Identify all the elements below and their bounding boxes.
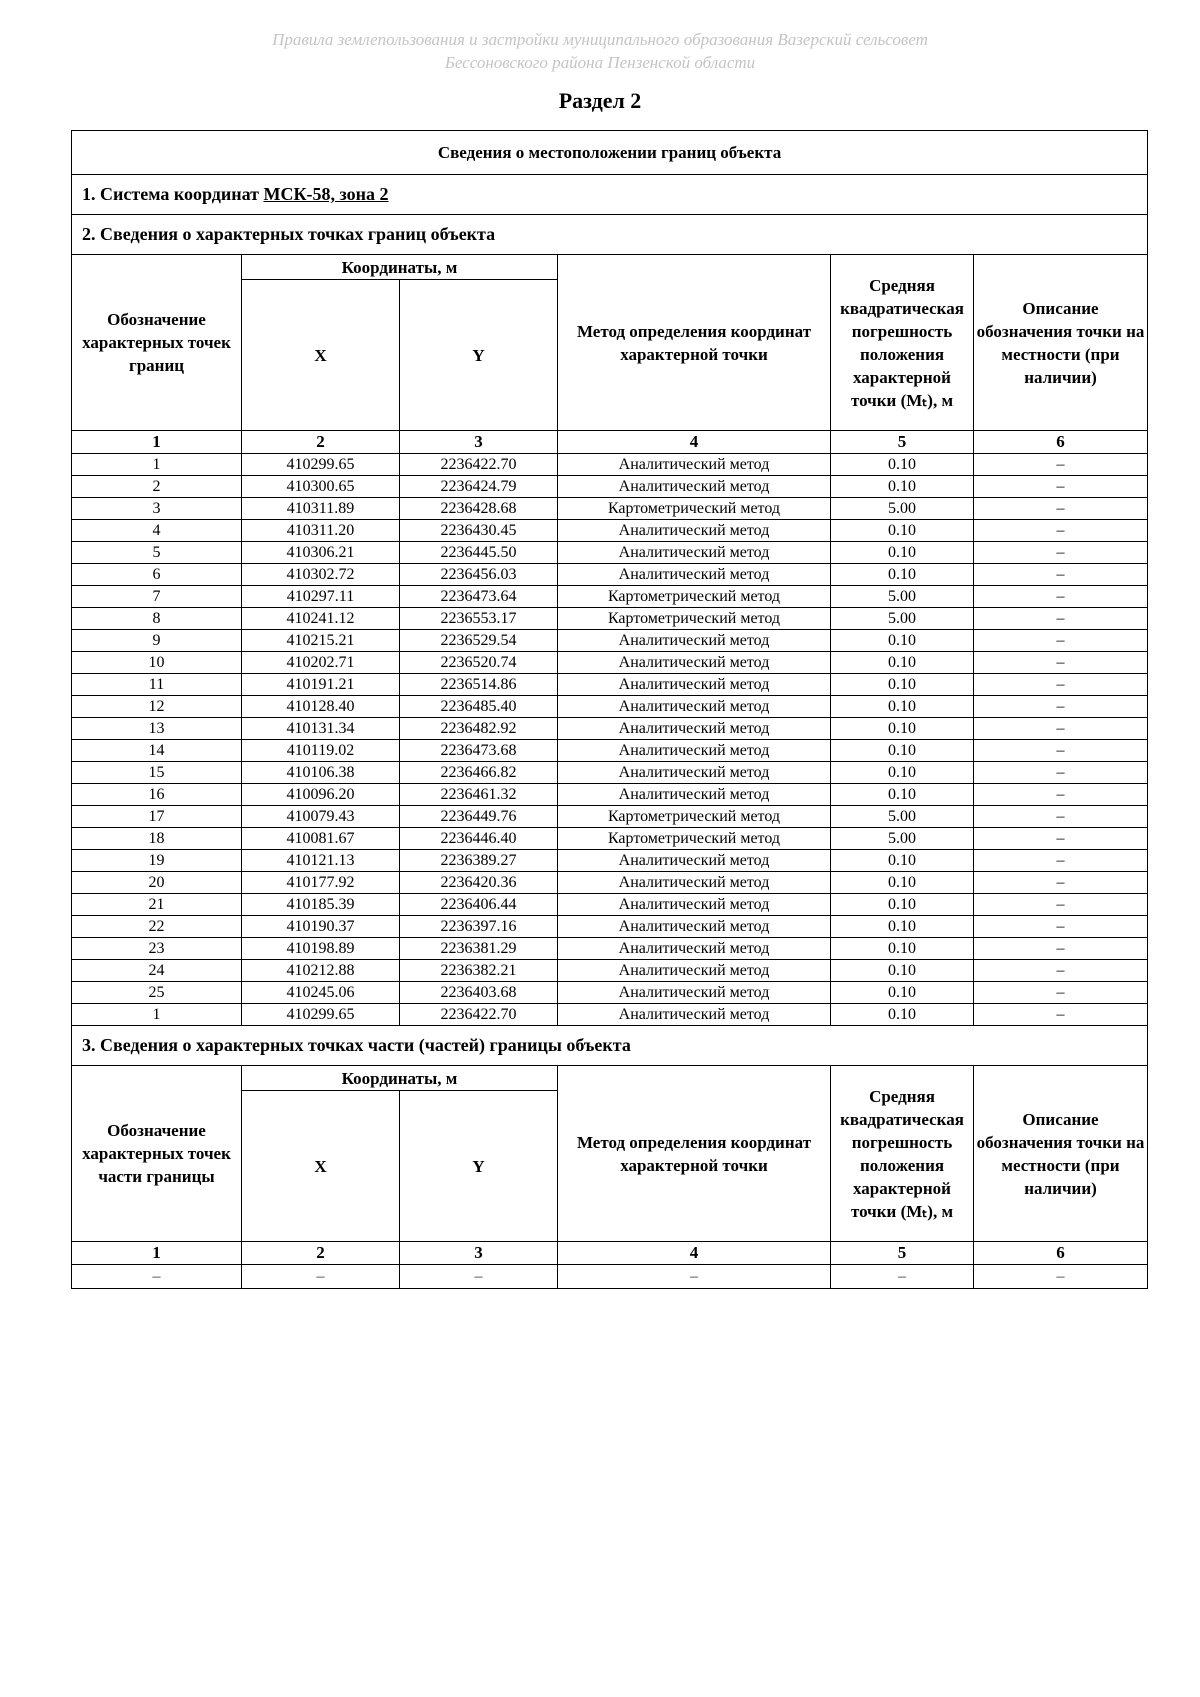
point-description: – xyxy=(974,520,1148,542)
point-method: Картометрический метод xyxy=(558,806,831,828)
point-method: Аналитический метод xyxy=(558,938,831,960)
page-header-line2: Бессоновского района Пензенской области xyxy=(444,53,756,72)
table-row xyxy=(72,806,1148,828)
table-row xyxy=(72,916,1148,938)
point-error: 0.10 xyxy=(831,872,974,894)
point-y: 2236520.74 xyxy=(400,652,558,674)
point-x: 410302.72 xyxy=(242,564,400,586)
point-y: 2236529.54 xyxy=(400,630,558,652)
point-x: 410121.13 xyxy=(242,850,400,872)
point-id: 5 xyxy=(72,542,242,564)
parts-section-title: 3. Сведения о характерных точках части (частей) границы объекта xyxy=(72,1026,1148,1066)
point-x: 410096.20 xyxy=(242,784,400,806)
point-description: – xyxy=(974,938,1148,960)
point-error: 0.10 xyxy=(831,674,974,696)
point-y: 2236445.50 xyxy=(400,542,558,564)
point-x: 410128.40 xyxy=(242,696,400,718)
point-error: 0.10 xyxy=(831,696,974,718)
point-method: Аналитический метод xyxy=(558,894,831,916)
point-method: Аналитический метод xyxy=(558,564,831,586)
table-row xyxy=(72,740,1148,762)
point-x: 410131.34 xyxy=(242,718,400,740)
column-number: 6 xyxy=(974,1242,1148,1265)
point-method: Аналитический метод xyxy=(558,718,831,740)
column-number: 1 xyxy=(72,431,242,454)
point-id: 12 xyxy=(72,696,242,718)
point-y: 2236449.76 xyxy=(400,806,558,828)
point-method: Аналитический метод xyxy=(558,872,831,894)
point-y: 2236424.79 xyxy=(400,476,558,498)
point-method: Аналитический метод xyxy=(558,1004,831,1026)
point-y: 2236403.68 xyxy=(400,982,558,1004)
point-description: – xyxy=(974,586,1148,608)
point-y: 2236466.82 xyxy=(400,762,558,784)
point-error: 0.10 xyxy=(831,652,974,674)
parts-header-error: Средняя квадратическая погрешность положения характерной точки (Mₜ), м xyxy=(831,1066,974,1242)
point-method: Аналитический метод xyxy=(558,850,831,872)
table-row xyxy=(72,696,1148,718)
point-description: – xyxy=(974,564,1148,586)
coord-system-cell xyxy=(72,175,1148,215)
parts-header-y: Y xyxy=(400,1091,558,1242)
point-id: 21 xyxy=(72,894,242,916)
table-row xyxy=(72,960,1148,982)
point-y: 2236406.44 xyxy=(400,894,558,916)
point-y: 2236514.86 xyxy=(400,674,558,696)
table-row xyxy=(72,542,1148,564)
point-x: 410106.38 xyxy=(242,762,400,784)
point-description: – xyxy=(974,762,1148,784)
header-x: X xyxy=(242,280,400,431)
point-method: Аналитический метод xyxy=(558,652,831,674)
table-row xyxy=(72,586,1148,608)
point-id: 17 xyxy=(72,806,242,828)
coord-system-value: МСК-58, зона 2 xyxy=(263,184,389,204)
table-row xyxy=(72,718,1148,740)
column-number: 2 xyxy=(242,431,400,454)
point-description: – xyxy=(974,784,1148,806)
point-x: 410198.89 xyxy=(242,938,400,960)
point-x: 410215.21 xyxy=(242,630,400,652)
column-number: 4 xyxy=(558,1242,831,1265)
point-description: – xyxy=(974,894,1148,916)
point-y: 2236381.29 xyxy=(400,938,558,960)
point-x: 410299.65 xyxy=(242,1004,400,1026)
point-y: 2236422.70 xyxy=(400,454,558,476)
point-x: 410081.67 xyxy=(242,828,400,850)
point-error: 0.10 xyxy=(831,740,974,762)
parts-header-description: Описание обозначения точки на местности (при наличии) xyxy=(974,1066,1148,1242)
point-error: 5.00 xyxy=(831,828,974,850)
point-id: 15 xyxy=(72,762,242,784)
point-method: Аналитический метод xyxy=(558,762,831,784)
point-y: 2236422.70 xyxy=(400,1004,558,1026)
table-title: Сведения о местоположении границ объекта xyxy=(72,131,1148,175)
column-number: 4 xyxy=(558,431,831,454)
point-id: 4 xyxy=(72,520,242,542)
table-row xyxy=(72,828,1148,850)
point-error: 0.10 xyxy=(831,630,974,652)
point-description: – xyxy=(974,696,1148,718)
point-description: – xyxy=(974,806,1148,828)
point-x: 410191.21 xyxy=(242,674,400,696)
point-id: 13 xyxy=(72,718,242,740)
point-y: 2236420.36 xyxy=(400,872,558,894)
empty-cell: – xyxy=(831,1265,974,1289)
point-id: 7 xyxy=(72,586,242,608)
point-method: Аналитический метод xyxy=(558,454,831,476)
column-number-row xyxy=(72,431,1148,454)
point-error: 0.10 xyxy=(831,476,974,498)
point-method: Картометрический метод xyxy=(558,608,831,630)
point-error: 5.00 xyxy=(831,586,974,608)
empty-cell: – xyxy=(400,1265,558,1289)
empty-cell: – xyxy=(72,1265,242,1289)
point-x: 410177.92 xyxy=(242,872,400,894)
point-y: 2236485.40 xyxy=(400,696,558,718)
point-description: – xyxy=(974,982,1148,1004)
points-section-title: 2. Сведения о характерных точках границ объекта xyxy=(72,215,1148,255)
point-method: Аналитический метод xyxy=(558,476,831,498)
point-y: 2236473.64 xyxy=(400,586,558,608)
point-method: Аналитический метод xyxy=(558,784,831,806)
column-number: 5 xyxy=(831,431,974,454)
coord-system-label: 1. Система координат xyxy=(82,184,259,204)
coord-system-row xyxy=(72,175,1148,215)
point-y: 2236482.92 xyxy=(400,718,558,740)
point-description: – xyxy=(974,674,1148,696)
point-error: 0.10 xyxy=(831,762,974,784)
table-row xyxy=(72,454,1148,476)
point-error: 5.00 xyxy=(831,608,974,630)
point-y: 2236430.45 xyxy=(400,520,558,542)
parts-header-designation: Обозначение характерных точек части границы xyxy=(72,1066,242,1242)
point-description: – xyxy=(974,828,1148,850)
column-number: 5 xyxy=(831,1242,974,1265)
page-header-line1: Правила землепользования и застройки муниципального образования Вазерский сельсовет xyxy=(272,30,928,49)
point-error: 0.10 xyxy=(831,1004,974,1026)
table-row xyxy=(72,498,1148,520)
point-description: – xyxy=(974,872,1148,894)
header-method: Метод определения координат характерной точки xyxy=(558,255,831,431)
point-description: – xyxy=(974,718,1148,740)
point-description: – xyxy=(974,542,1148,564)
points-header-row xyxy=(72,255,1148,280)
parts-section-row xyxy=(72,1026,1148,1066)
point-error: 0.10 xyxy=(831,850,974,872)
point-y: 2236382.21 xyxy=(400,960,558,982)
point-x: 410119.02 xyxy=(242,740,400,762)
points-body xyxy=(72,454,1148,1026)
column-number: 2 xyxy=(242,1242,400,1265)
point-description: – xyxy=(974,850,1148,872)
empty-cell: – xyxy=(558,1265,831,1289)
point-id: 16 xyxy=(72,784,242,806)
page-header xyxy=(0,28,1200,74)
point-error: 0.10 xyxy=(831,894,974,916)
column-number: 6 xyxy=(974,431,1148,454)
table-title-row xyxy=(72,131,1148,175)
point-y: 2236446.40 xyxy=(400,828,558,850)
empty-cell: – xyxy=(242,1265,400,1289)
point-id: 20 xyxy=(72,872,242,894)
point-x: 410245.06 xyxy=(242,982,400,1004)
point-id: 23 xyxy=(72,938,242,960)
table-row xyxy=(72,784,1148,806)
point-method: Аналитический метод xyxy=(558,982,831,1004)
point-id: 9 xyxy=(72,630,242,652)
point-description: – xyxy=(974,960,1148,982)
point-error: 5.00 xyxy=(831,806,974,828)
point-error: 0.10 xyxy=(831,960,974,982)
parts-empty-row xyxy=(72,1265,1148,1289)
section-title: Раздел 2 xyxy=(558,88,642,113)
point-method: Аналитический метод xyxy=(558,916,831,938)
table-row xyxy=(72,674,1148,696)
point-y: 2236397.16 xyxy=(400,916,558,938)
point-x: 410311.89 xyxy=(242,498,400,520)
header-error: Средняя квадратическая погрешность положения характерной точки (Mₜ), м xyxy=(831,255,974,431)
point-y: 2236456.03 xyxy=(400,564,558,586)
column-number: 1 xyxy=(72,1242,242,1265)
point-method: Аналитический метод xyxy=(558,960,831,982)
parts-header-row xyxy=(72,1066,1148,1091)
point-method: Аналитический метод xyxy=(558,520,831,542)
table-row xyxy=(72,872,1148,894)
point-id: 18 xyxy=(72,828,242,850)
point-method: Картометрический метод xyxy=(558,586,831,608)
point-id: 8 xyxy=(72,608,242,630)
point-error: 0.10 xyxy=(831,784,974,806)
point-id: 19 xyxy=(72,850,242,872)
point-method: Аналитический метод xyxy=(558,740,831,762)
table-row xyxy=(72,608,1148,630)
header-y: Y xyxy=(400,280,558,431)
point-id: 3 xyxy=(72,498,242,520)
point-error: 0.10 xyxy=(831,454,974,476)
point-id: 22 xyxy=(72,916,242,938)
point-x: 410300.65 xyxy=(242,476,400,498)
parts-column-number-row xyxy=(72,1242,1148,1265)
point-x: 410311.20 xyxy=(242,520,400,542)
point-description: – xyxy=(974,630,1148,652)
header-coords: Координаты, м xyxy=(242,255,558,280)
point-id: 11 xyxy=(72,674,242,696)
point-error: 0.10 xyxy=(831,938,974,960)
point-method: Картометрический метод xyxy=(558,828,831,850)
empty-cell: – xyxy=(974,1265,1148,1289)
point-description: – xyxy=(974,740,1148,762)
point-id: 2 xyxy=(72,476,242,498)
table-row xyxy=(72,630,1148,652)
column-number: 3 xyxy=(400,1242,558,1265)
point-method: Аналитический метод xyxy=(558,542,831,564)
point-x: 410306.21 xyxy=(242,542,400,564)
table-row xyxy=(72,894,1148,916)
point-id: 10 xyxy=(72,652,242,674)
point-x: 410212.88 xyxy=(242,960,400,982)
table-row xyxy=(72,564,1148,586)
column-number: 3 xyxy=(400,431,558,454)
parts-header-method: Метод определения координат характерной точки xyxy=(558,1066,831,1242)
point-y: 2236461.32 xyxy=(400,784,558,806)
header-designation: Обозначение характерных точек границ xyxy=(72,255,242,431)
table-row xyxy=(72,982,1148,1004)
point-method: Аналитический метод xyxy=(558,674,831,696)
table-row xyxy=(72,850,1148,872)
parts-header-x: X xyxy=(242,1091,400,1242)
point-y: 2236473.68 xyxy=(400,740,558,762)
point-error: 5.00 xyxy=(831,498,974,520)
point-y: 2236553.17 xyxy=(400,608,558,630)
points-section-row xyxy=(72,215,1148,255)
point-error: 0.10 xyxy=(831,916,974,938)
point-y: 2236389.27 xyxy=(400,850,558,872)
table-row xyxy=(72,1004,1148,1026)
point-error: 0.10 xyxy=(831,564,974,586)
point-description: – xyxy=(974,608,1148,630)
point-description: – xyxy=(974,454,1148,476)
table-row xyxy=(72,476,1148,498)
point-x: 410299.65 xyxy=(242,454,400,476)
point-x: 410190.37 xyxy=(242,916,400,938)
point-x: 410202.71 xyxy=(242,652,400,674)
point-id: 24 xyxy=(72,960,242,982)
point-description: – xyxy=(974,652,1148,674)
parts-header-coords: Координаты, м xyxy=(242,1066,558,1091)
point-error: 0.10 xyxy=(831,542,974,564)
point-x: 410297.11 xyxy=(242,586,400,608)
point-error: 0.10 xyxy=(831,718,974,740)
point-y: 2236428.68 xyxy=(400,498,558,520)
point-method: Аналитический метод xyxy=(558,630,831,652)
point-id: 1 xyxy=(72,1004,242,1026)
point-description: – xyxy=(974,1004,1148,1026)
point-method: Картометрический метод xyxy=(558,498,831,520)
table-row xyxy=(72,520,1148,542)
header-description: Описание обозначения точки на местности (при наличии) xyxy=(974,255,1148,431)
point-id: 14 xyxy=(72,740,242,762)
table-row xyxy=(72,652,1148,674)
boundary-table xyxy=(71,130,1148,1289)
point-error: 0.10 xyxy=(831,982,974,1004)
point-description: – xyxy=(974,476,1148,498)
point-id: 25 xyxy=(72,982,242,1004)
point-description: – xyxy=(974,498,1148,520)
point-id: 1 xyxy=(72,454,242,476)
point-description: – xyxy=(974,916,1148,938)
point-id: 6 xyxy=(72,564,242,586)
point-x: 410241.12 xyxy=(242,608,400,630)
table-row xyxy=(72,938,1148,960)
table-row xyxy=(72,762,1148,784)
point-x: 410185.39 xyxy=(242,894,400,916)
point-error: 0.10 xyxy=(831,520,974,542)
point-x: 410079.43 xyxy=(242,806,400,828)
point-method: Аналитический метод xyxy=(558,696,831,718)
